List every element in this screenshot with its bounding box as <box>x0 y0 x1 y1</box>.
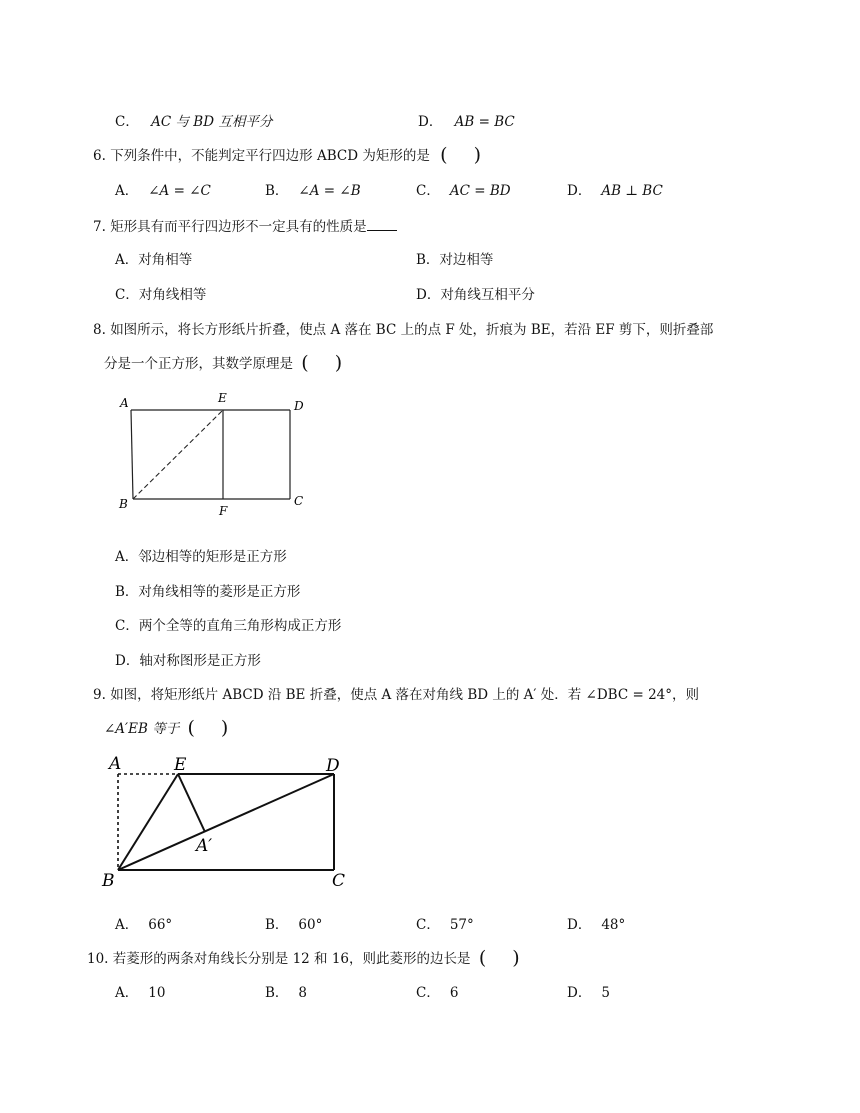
option-text: 对角相等 <box>138 252 193 268</box>
question-8-stem-line2 <box>104 351 342 373</box>
q6-option-d <box>567 179 663 199</box>
option-label: B． <box>265 985 289 1001</box>
answer-blank <box>367 218 397 231</box>
segment-EA-prime <box>178 774 205 832</box>
question-text: ∠A′EB 等于 <box>104 721 180 737</box>
option-label: A． <box>115 549 139 565</box>
option-label: D． <box>416 287 441 303</box>
option-label: C． <box>115 287 139 303</box>
label-E: E <box>218 391 227 405</box>
q9-figure <box>100 752 360 892</box>
option-text: 对边相等 <box>439 252 494 268</box>
q7-option-d <box>416 283 535 303</box>
option-text: 57° <box>449 917 474 933</box>
question-number: 9. <box>93 687 106 703</box>
question-number: 6. <box>93 148 106 164</box>
option-text: AB ⊥ BC <box>601 183 663 199</box>
option-text: 8 <box>298 985 308 1001</box>
option-label: D． <box>115 653 140 669</box>
option-label: A． <box>115 252 139 268</box>
question-text: 分是一个正方形，其数学原理是 <box>104 356 293 372</box>
answer-paren-open: ( <box>301 352 309 374</box>
label-D: D <box>294 399 304 413</box>
question-number: 8. <box>93 322 106 338</box>
option-text: 轴对称图形是正方形 <box>139 653 261 669</box>
answer-paren-close: ) <box>220 717 229 739</box>
question-text: 下列条件中，不能判定平行四边形 ABCD 为矩形的是 <box>110 148 430 164</box>
option-text: AC = BD <box>449 183 511 199</box>
question-text: 如图，将矩形纸片 ABCD 沿 BE 折叠，使点 A 落在对角线 BD 上的 A′ 处．若 ∠DBC = 24°，则 <box>110 687 700 703</box>
q9-option-d <box>567 913 625 933</box>
q6-option-a <box>115 179 211 199</box>
option-label: C． <box>416 917 440 933</box>
option-text: 60° <box>298 917 323 933</box>
label-A: A <box>120 396 129 410</box>
q9-option-c <box>416 913 474 933</box>
option-text: 5 <box>601 985 610 1001</box>
label-D: D <box>326 756 340 776</box>
option-text: 66° <box>148 917 173 933</box>
q8-option-d <box>115 649 261 669</box>
answer-paren-close: ) <box>512 947 520 969</box>
q7-option-b <box>416 248 493 268</box>
q10-option-a <box>115 981 165 1001</box>
q8-option-b <box>115 580 300 600</box>
q7-option-a <box>115 248 192 268</box>
question-text: 如图所示，将长方形纸片折叠，使点 A 落在 BC 上的点 F 处，折痕为 BE，若沿 EF 剪下，则折叠部 <box>110 322 714 338</box>
label-C: C <box>294 494 304 508</box>
option-label: D． <box>567 985 592 1001</box>
option-label: C． <box>416 183 440 199</box>
answer-paren-close: ) <box>473 144 481 166</box>
q9-option-a <box>115 913 172 933</box>
option-label: D． <box>418 114 443 130</box>
option-label: C． <box>115 114 139 130</box>
q9-option-b <box>265 913 322 933</box>
option-label: B． <box>265 917 289 933</box>
question-number: 10. <box>87 951 109 967</box>
question-9-stem-line1 <box>93 683 699 703</box>
edge-AB <box>131 410 133 499</box>
option-label: B． <box>265 183 289 199</box>
option-text: 48° <box>601 917 626 933</box>
option-text: 对角线相等 <box>138 287 207 303</box>
answer-paren-open: ( <box>187 717 195 739</box>
label-B: B <box>102 871 115 891</box>
option-text: 对角线互相平分 <box>440 287 535 303</box>
q6-option-c <box>416 179 511 199</box>
option-label: C． <box>416 985 440 1001</box>
question-7-stem <box>93 215 397 235</box>
option-text: AC 与 BD 互相平分 <box>151 114 273 130</box>
option-text: ∠A = ∠B <box>298 183 361 199</box>
option-text: 对角线相等的菱形是正方形 <box>138 584 301 600</box>
answer-paren-open: ( <box>478 947 487 969</box>
label-A: A <box>109 754 122 774</box>
question-10-stem <box>87 946 520 968</box>
option-label: D． <box>567 183 592 199</box>
option-label: D． <box>567 917 592 933</box>
q8-figure <box>110 388 320 520</box>
q7-option-c <box>115 283 206 303</box>
answer-paren-close: ) <box>334 352 343 374</box>
option-label: B． <box>115 584 139 600</box>
option-text: 邻边相等的矩形是正方形 <box>138 549 287 565</box>
question-number: 7. <box>93 219 106 235</box>
label-B: B <box>119 497 128 511</box>
q5-option-c <box>115 110 272 130</box>
q8-option-a <box>115 545 287 565</box>
option-text: 10 <box>148 985 166 1001</box>
question-text: 矩形具有而平行四边形不一定具有的性质是 <box>110 219 367 235</box>
label-C: C <box>332 871 346 891</box>
q10-option-d <box>567 981 610 1001</box>
option-label: C． <box>115 618 139 634</box>
label-E: E <box>174 755 187 775</box>
fold-BE <box>133 410 223 499</box>
q5-option-d <box>418 110 515 130</box>
option-text: ∠A = ∠C <box>148 183 211 199</box>
option-label: B． <box>416 252 440 268</box>
q8-option-c <box>115 614 341 634</box>
option-text: AB = BC <box>454 114 515 130</box>
label-F: F <box>219 504 228 518</box>
q6-option-b <box>265 179 361 199</box>
option-label: A． <box>115 917 139 933</box>
question-8-stem-line1 <box>93 318 713 338</box>
q10-option-c <box>416 981 458 1001</box>
answer-paren-open: ( <box>440 144 448 166</box>
option-text: 6 <box>449 985 459 1001</box>
label-A-prime: A′ <box>196 836 213 856</box>
q10-option-b <box>265 981 307 1001</box>
question-6-stem <box>93 143 481 165</box>
question-text: 若菱形的两条对角线长分别是 12 和 16，则此菱形的边长是 <box>112 951 471 967</box>
option-label: A． <box>115 183 139 199</box>
diagonal-BD <box>118 774 334 870</box>
option-label: A． <box>115 985 139 1001</box>
question-9-stem-line2 <box>104 716 228 738</box>
option-text: 两个全等的直角三角形构成正方形 <box>138 618 342 634</box>
